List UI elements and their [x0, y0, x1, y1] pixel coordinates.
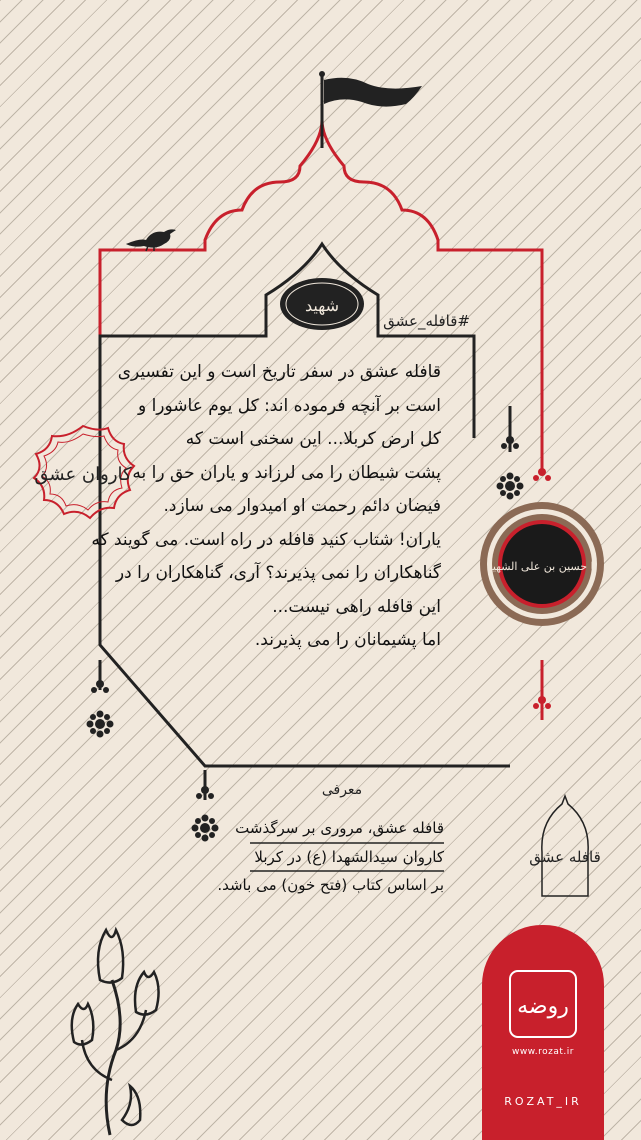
body-line: پشت شیطان را می لرزاند و یاران حق را به — [132, 462, 441, 483]
hashtag-label: #قافله_عشق — [383, 312, 470, 330]
bird-icon — [124, 224, 180, 252]
brand-logo-text: روضه — [517, 994, 569, 1019]
intro-line: قافله عشق، مروری بر سرگذشت — [235, 819, 444, 837]
brand-logo — [498, 961, 588, 1045]
body-line: قافله عشق در سفر تاریخ است و این تفسیری — [117, 362, 441, 382]
body-line: گناهکاران را نمی پذیرند؟ آری، گناهکاران را در — [115, 563, 441, 583]
intro-title: معرفی — [321, 782, 363, 798]
body-line: این قافله راهی نیست... — [272, 596, 441, 617]
tulip-plant-illustration — [60, 920, 180, 1140]
ornament-flower-left — [87, 711, 114, 738]
left-calligraphy-text: کاروان عشق — [34, 464, 132, 485]
calligraphy-emblem-left — [28, 422, 138, 522]
right-calligraphy-text: قافله عشق — [529, 848, 601, 866]
seal-emblem — [277, 275, 367, 333]
ornament-knot-left — [91, 680, 109, 693]
body-paragraph — [91, 356, 441, 658]
body-line: کل ارض کربلا... این سخنی است که — [185, 429, 441, 449]
intro-line: بر اساس کتاب (فتح خون) می باشد. — [217, 876, 444, 894]
intro-line: کاروان سیدالشهدا (ع) در کربلا — [254, 847, 444, 866]
medallion-emblem — [478, 500, 606, 628]
brand-website[interactable]: www.rozat.ir — [512, 1047, 574, 1057]
body-line: است بر آنچه فرموده اند: کل یوم عاشورا و — [137, 395, 441, 416]
ornament-flower-right — [497, 473, 524, 500]
body-line: اما پشیمانان را می پذیرند. — [254, 630, 441, 650]
intro-paragraph — [217, 814, 444, 900]
medallion-text: یا حسین بن علی الشهید — [487, 560, 597, 573]
calligraphy-emblem-right — [520, 792, 610, 902]
flag-icon — [318, 70, 428, 150]
brand-badge[interactable] — [482, 925, 604, 1140]
body-line: یاران! شتاب کنید قافله در راه است. می گویند که — [91, 529, 441, 550]
ornament-flower-bottom — [192, 815, 219, 842]
seal-label: شهید — [304, 296, 340, 315]
brand-handle: ROZAT_IR — [504, 1095, 582, 1108]
body-line: فیضان دائم رحمت او امیدوار می سازد. — [163, 496, 441, 516]
